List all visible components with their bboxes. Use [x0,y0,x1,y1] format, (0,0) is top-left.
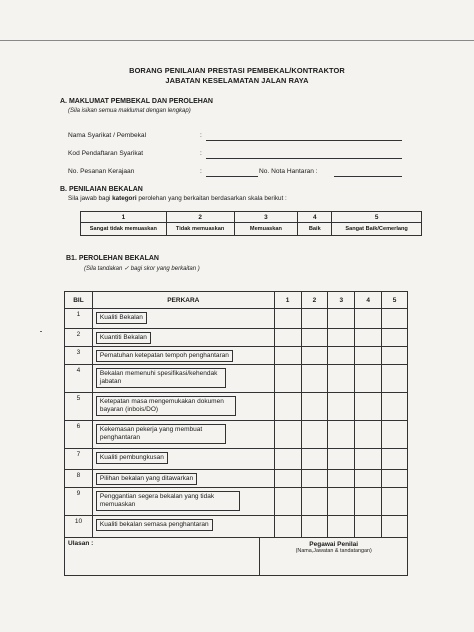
delivery-note-label: No. Nota Hantaran : [259,168,318,175]
header-score-1: 1 [274,292,301,309]
score-cell[interactable] [382,393,408,421]
row-item: Bekalan memenuhi spesifikasi/kehendak jabatan [96,368,226,388]
scale-label-4: Baik [298,223,332,236]
form-title: BORANG PENILAIAN PRESTASI PEMBEKAL/KONTRAKTOR [129,66,345,75]
order-number-sep: : [200,168,202,175]
score-cell[interactable] [274,421,301,449]
table-row [65,488,408,516]
rating-scale-table [80,211,422,236]
row-item: Kualiti Bekalan [96,312,147,324]
score-cell[interactable] [274,488,301,516]
score-cell[interactable] [355,421,382,449]
score-cell[interactable] [274,347,301,365]
section-b1-heading: B1. PEROLEHAN BEKALAN [66,255,159,262]
row-item: Kualiti pembungkusan [96,452,168,464]
form-subtitle: JABATAN KESELAMATAN JALAN RAYA [165,76,309,85]
evaluator-signature-box[interactable] [260,538,408,576]
evaluation-table [64,291,408,538]
comment-field[interactable] [65,538,260,576]
scale-number-1: 1 [81,212,167,223]
score-cell[interactable] [355,470,382,488]
score-cell[interactable] [301,488,328,516]
score-cell[interactable] [274,365,301,393]
score-cell[interactable] [355,449,382,470]
header-perkara: PERKARA [92,292,274,309]
score-cell[interactable] [355,347,382,365]
score-cell[interactable] [301,470,328,488]
scale-label-2: Tidak memuaskan [166,223,234,236]
row-number: 9 [65,488,93,516]
scan-speck [40,331,42,332]
score-cell[interactable] [328,347,355,365]
header-score-5: 5 [382,292,408,309]
row-number: 4 [65,365,93,393]
score-cell[interactable] [382,329,408,347]
score-cell[interactable] [355,309,382,329]
evaluator-subtitle: (Nama,Jawatan & tandatangan) [295,548,372,554]
score-cell[interactable] [301,329,328,347]
scale-label-3: Memuaskan [234,223,298,236]
score-cell[interactable] [328,516,355,538]
score-cell[interactable] [382,347,408,365]
table-row [65,309,408,329]
score-cell[interactable] [301,365,328,393]
company-name-label: Nama Syarikat / Pembekal [68,132,147,139]
top-rule [0,40,474,41]
scale-label-5: Sangat Baik/Cemerlang [332,223,422,236]
delivery-note-field[interactable] [334,169,402,177]
score-cell[interactable] [355,393,382,421]
score-cell[interactable] [328,488,355,516]
company-name-sep: : [200,132,202,139]
row-number: 7 [65,449,93,470]
registration-code-label: Kod Pendaftaran Syarikat [68,150,144,157]
scale-number-3: 3 [234,212,298,223]
table-row [65,516,408,538]
score-cell[interactable] [355,365,382,393]
score-cell[interactable] [274,309,301,329]
section-a-note: (Sila isikan semua maklumat dengan lengkap) [68,108,191,114]
table-row [65,393,408,421]
comment-table [64,537,408,576]
header-score-2: 2 [301,292,328,309]
table-row [65,329,408,347]
table-row [65,421,408,449]
header-score-4: 4 [355,292,382,309]
row-item: Pilihan bekalan yang ditawarkan [96,473,197,485]
score-cell[interactable] [382,309,408,329]
row-number: 10 [65,516,93,538]
score-cell[interactable] [382,449,408,470]
score-cell[interactable] [355,488,382,516]
company-name-field[interactable] [206,133,402,141]
row-item: Penggantian segera bekalan yang tidak memuaskan [96,491,240,511]
score-cell[interactable] [274,516,301,538]
score-cell[interactable] [274,393,301,421]
section-b1-note: (Sila tandakan ✓ bagi skor yang berkaitan ) [84,266,200,272]
score-cell[interactable] [301,309,328,329]
registration-code-sep: : [200,150,202,157]
score-cell[interactable] [355,516,382,538]
header-bil: BIL [65,292,93,309]
order-number-field[interactable] [206,169,258,177]
row-number: 6 [65,421,93,449]
score-cell[interactable] [301,421,328,449]
section-b-instruction: Sila jawab bagi kategori perolehan yang berkaitan berdasarkan skala berikut : [68,195,287,202]
score-cell[interactable] [382,470,408,488]
row-item: Pematuhan ketepatan tempoh penghantaran [96,350,233,362]
score-cell[interactable] [382,516,408,538]
score-cell[interactable] [328,421,355,449]
score-cell[interactable] [301,393,328,421]
scale-number-5: 5 [332,212,422,223]
row-number: 3 [65,347,93,365]
score-cell[interactable] [301,347,328,365]
score-cell[interactable] [382,365,408,393]
scale-number-4: 4 [298,212,332,223]
table-row [65,365,408,393]
score-cell[interactable] [355,329,382,347]
score-cell[interactable] [328,329,355,347]
row-number: 1 [65,309,93,329]
order-number-label: No. Pesanan Kerajaan [68,168,135,175]
score-cell[interactable] [301,516,328,538]
row-number: 5 [65,393,93,421]
row-number: 8 [65,470,93,488]
evaluator-title: Pegawai Penilai [309,541,359,548]
table-row [65,347,408,365]
score-cell[interactable] [382,421,408,449]
score-cell[interactable] [328,309,355,329]
section-a-heading: A. MAKLUMAT PEMBEKAL DAN PEROLEHAN [60,98,213,105]
header-score-3: 3 [328,292,355,309]
score-cell[interactable] [382,488,408,516]
comment-label: Ulasan : [68,540,94,547]
scale-label-1: Sangat tidak memuaskan [81,223,167,236]
score-cell[interactable] [328,470,355,488]
row-number: 2 [65,329,93,347]
section-b-heading: B. PENILAIAN BEKALAN [60,186,143,193]
score-cell[interactable] [274,329,301,347]
score-cell[interactable] [301,449,328,470]
score-cell[interactable] [274,449,301,470]
scale-number-2: 2 [166,212,234,223]
row-item: Ketepatan masa mengemukakan dokumen bayaran (inbois/DO) [96,396,236,416]
registration-code-field[interactable] [206,151,402,159]
score-cell[interactable] [274,470,301,488]
score-cell[interactable] [328,393,355,421]
score-cell[interactable] [328,365,355,393]
score-cell[interactable] [328,449,355,470]
row-item: Kualiti bekalan semasa penghantaran [96,519,213,531]
row-item: Kekemasan pekerja yang membuat penghantaran [96,424,226,444]
table-row [65,470,408,488]
row-item: Kuantiti Bekalan [96,332,151,344]
table-row [65,449,408,470]
